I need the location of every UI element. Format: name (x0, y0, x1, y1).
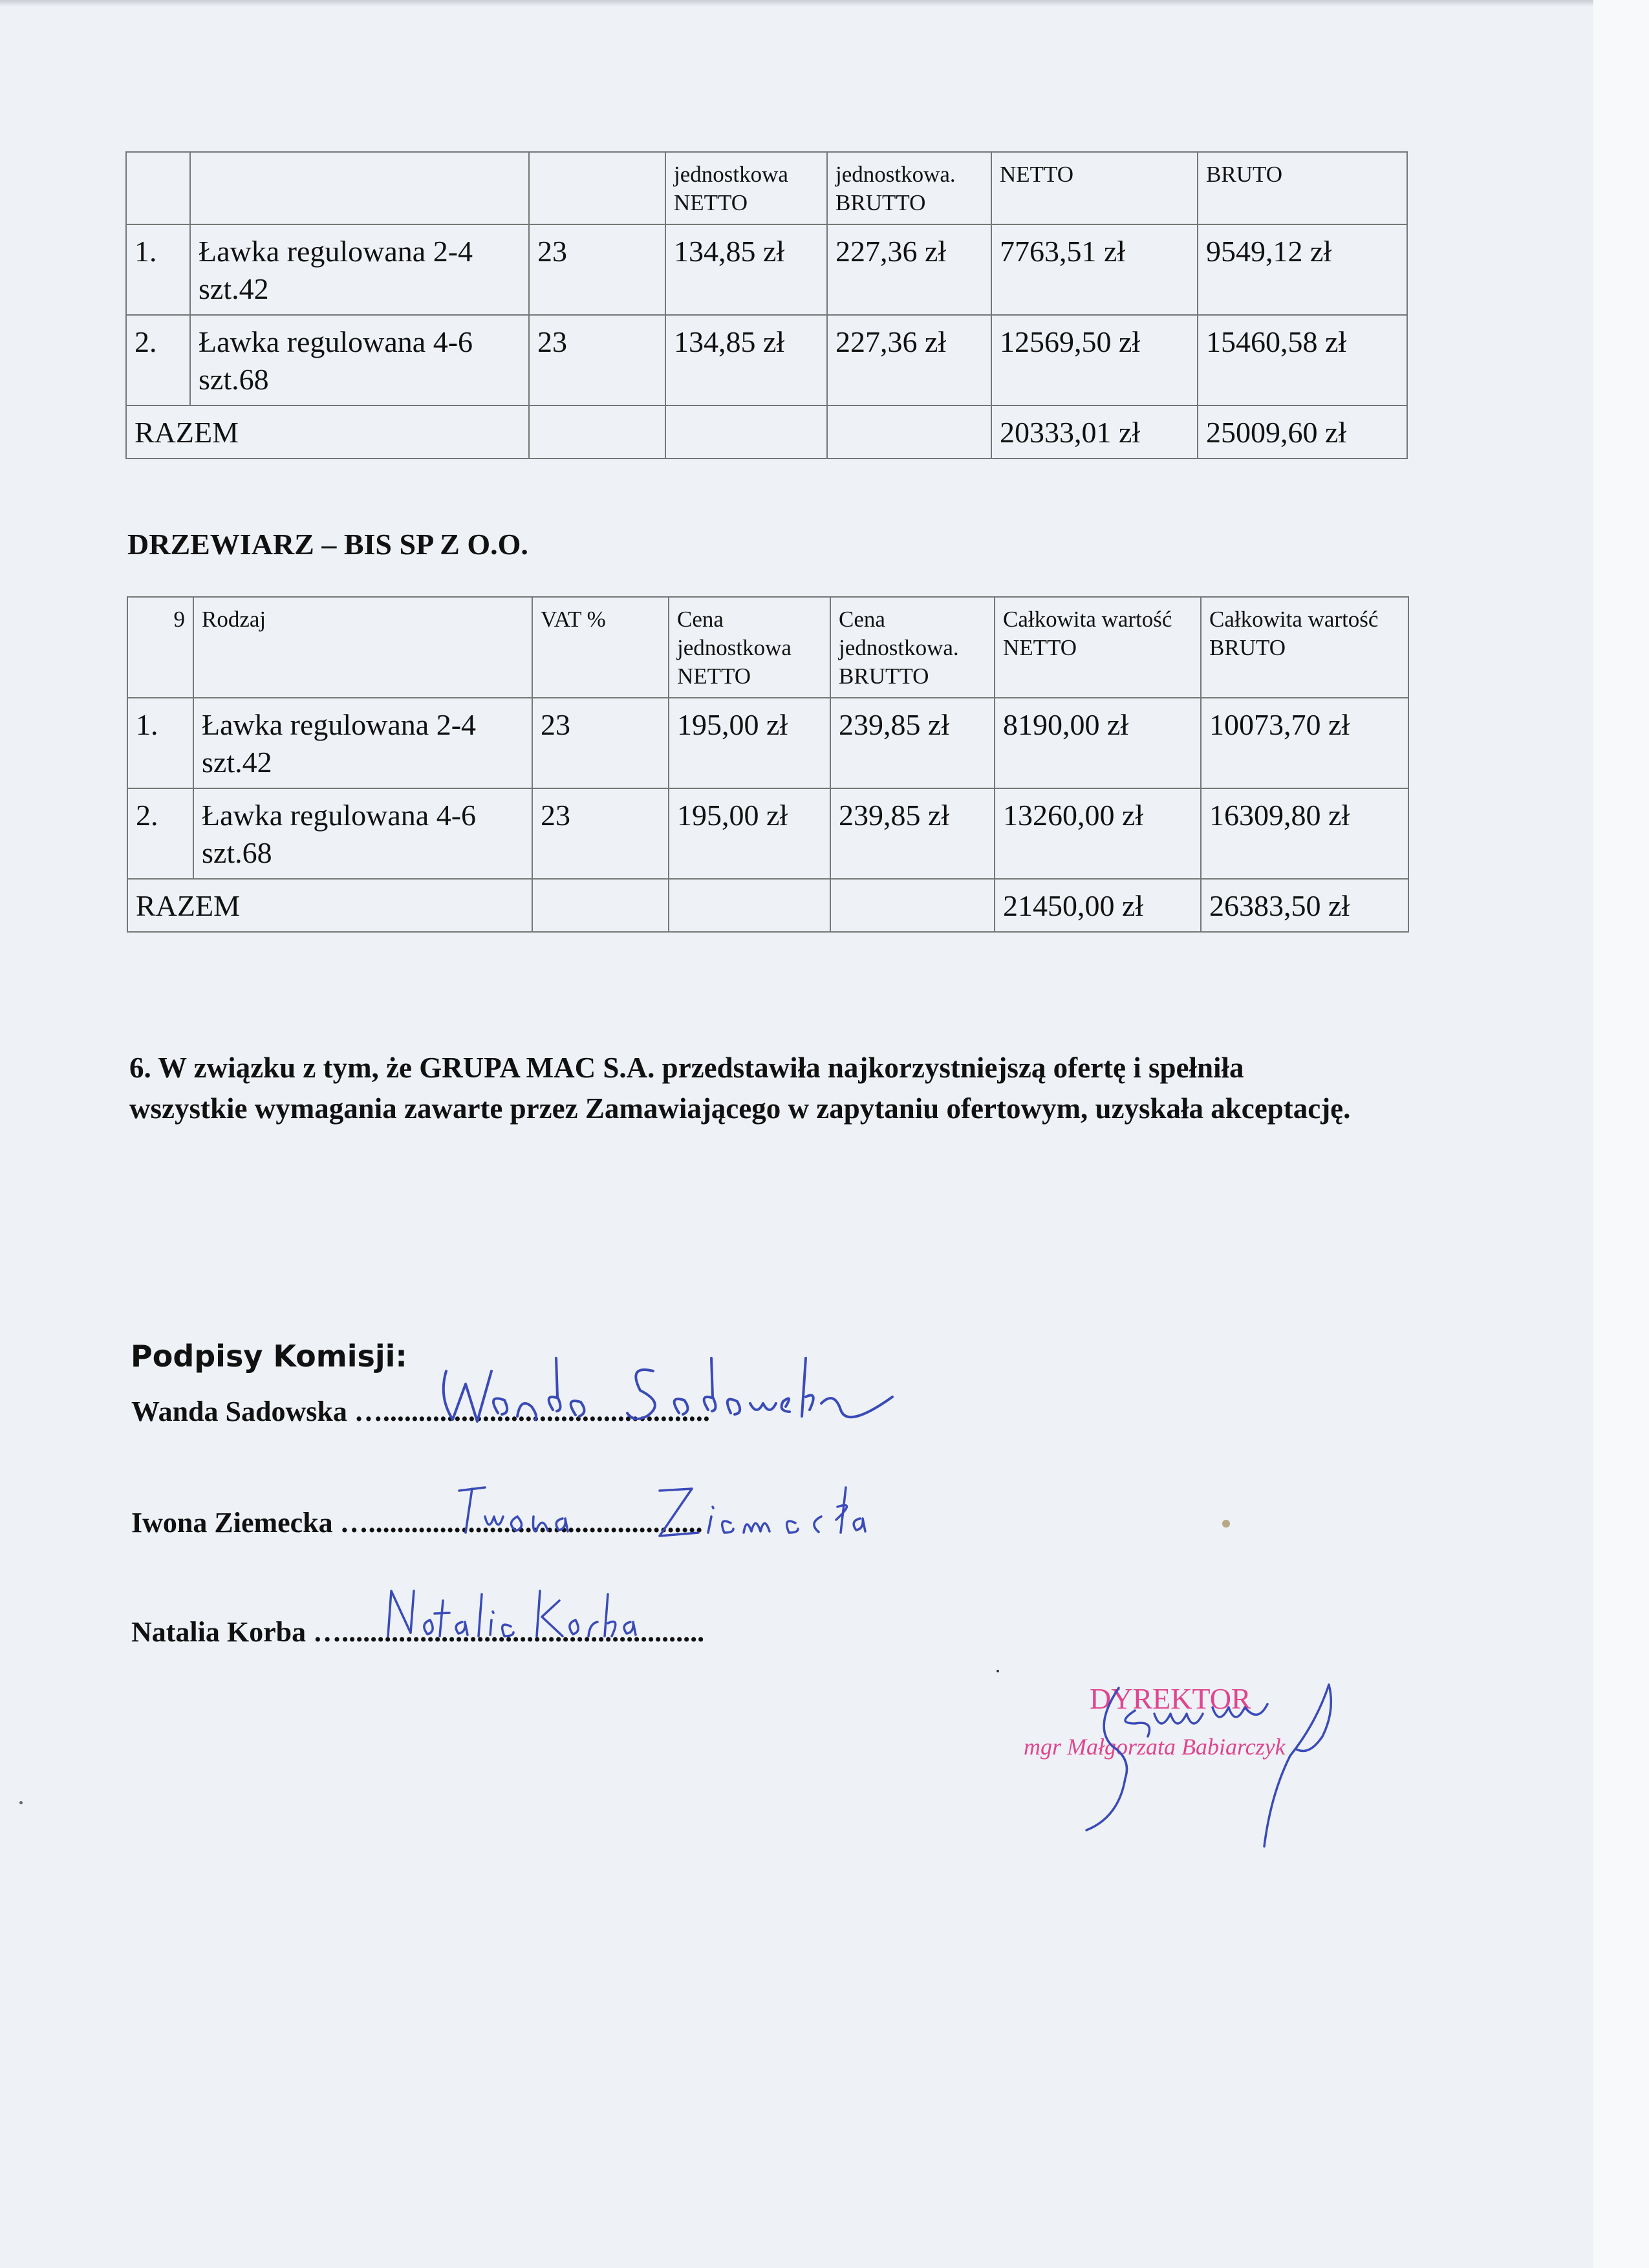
vat-rate: 23 (529, 224, 665, 315)
table-header-row (127, 597, 1408, 698)
handwritten-signature-wanda (420, 1345, 925, 1436)
signatures-heading: Podpisy Komisji: (131, 1339, 407, 1374)
item-name: Ławka regulowana 2-4 szt.42 (190, 224, 529, 315)
total-brutto: 9549,12 zł (1198, 224, 1407, 315)
vat-rate: 23 (529, 315, 665, 405)
total-label: RAZEM (126, 405, 529, 459)
table-row (126, 315, 1407, 405)
sum-brutto: 26383,50 zł (1201, 879, 1408, 932)
scan-speck (19, 1801, 23, 1804)
empty-cell (827, 405, 991, 459)
scan-speck (1222, 1520, 1230, 1528)
row-number: 2. (127, 788, 193, 879)
signature-dots: …............................................... (339, 1507, 703, 1539)
page-top-edge (0, 0, 1649, 6)
item-name: Ławka regulowana 2-4 szt.42 (193, 698, 532, 788)
director-signature (1018, 1675, 1355, 1869)
row-number: 2. (126, 315, 190, 405)
table-row (126, 224, 1407, 315)
total-brutto: 16309,80 zł (1201, 788, 1408, 879)
vat-rate: 23 (532, 698, 669, 788)
header-cell (126, 152, 190, 224)
header-cell: Cena jednostkowa. BRUTTO (830, 597, 995, 698)
header-cell: Cena jednostkowa NETTO (669, 597, 830, 698)
signature-dots: ….............................................. (354, 1396, 710, 1427)
header-cell: Całkowita wartość NETTO (995, 597, 1201, 698)
offer-table-2 (127, 596, 1409, 933)
table-total-row (127, 879, 1408, 932)
empty-cell (669, 879, 830, 932)
vat-rate: 23 (532, 788, 669, 879)
sum-netto: 20333,01 zł (991, 405, 1198, 459)
empty-cell (529, 405, 665, 459)
table-row (127, 788, 1408, 879)
sum-netto: 21450,00 zł (995, 879, 1201, 932)
conclusion-paragraph: 6. W związku z tym, że GRUPA MAC S.A. przedstawiła najkorzystniejszą ofertę i spełniła wszystkie wymagania zawarte przez Zamawiającego w zapytaniu ofertowym, uzyskała akceptację. (129, 1052, 1351, 1125)
header-cell: NETTO (991, 152, 1198, 224)
total-label: RAZEM (127, 879, 532, 932)
stamp-name: mgr Małgorzata Babiarczyk (1024, 1734, 1286, 1760)
stamp-title: DYREKTOR (1090, 1682, 1251, 1715)
table-header-row (126, 152, 1407, 224)
empty-cell (665, 405, 827, 459)
item-name: Ławka regulowana 4-6 szt.68 (193, 788, 532, 879)
header-cell: Rodzaj (193, 597, 532, 698)
empty-cell (532, 879, 669, 932)
page-right-edge (1593, 0, 1649, 2268)
unit-netto: 195,00 zł (669, 698, 830, 788)
header-cell: jednostkowa. BRUTTO (827, 152, 991, 224)
total-brutto: 10073,70 zł (1201, 698, 1408, 788)
signer-name: Natalia Korba (131, 1616, 307, 1648)
handwritten-signature-iwona (446, 1481, 886, 1546)
row-number: 1. (127, 698, 193, 788)
header-cell (190, 152, 529, 224)
company-heading: DRZEWIARZ – BIS SP Z O.O. (127, 528, 528, 561)
header-cell: jednostkowa NETTO (665, 152, 827, 224)
row-number: 1. (126, 224, 190, 315)
unit-brutto: 227,36 zł (827, 224, 991, 315)
header-cell: BRUTO (1198, 152, 1407, 224)
total-netto: 13260,00 zł (995, 788, 1201, 879)
header-cell: VAT % (532, 597, 669, 698)
unit-brutto: 239,85 zł (830, 788, 995, 879)
offer-table-1 (125, 151, 1408, 459)
table-row (127, 698, 1408, 788)
scan-speck (997, 1670, 999, 1672)
unit-brutto: 239,85 zł (830, 698, 995, 788)
header-cell: 9 (127, 597, 193, 698)
signer-name: Wanda Sadowska (131, 1396, 347, 1427)
total-netto: 7763,51 zł (991, 224, 1198, 315)
signature-dots: …................................................... (313, 1616, 705, 1648)
header-cell: Całkowita wartość BRUTO (1201, 597, 1408, 698)
director-stamp (1018, 1675, 1355, 1869)
unit-netto: 195,00 zł (669, 788, 830, 879)
item-name: Ławka regulowana 4-6 szt.68 (190, 315, 529, 405)
total-netto: 8190,00 zł (995, 698, 1201, 788)
unit-netto: 134,85 zł (665, 315, 827, 405)
sum-brutto: 25009,60 zł (1198, 405, 1407, 459)
table-total-row (126, 405, 1407, 459)
unit-brutto: 227,36 zł (827, 315, 991, 405)
header-cell (529, 152, 665, 224)
unit-netto: 134,85 zł (665, 224, 827, 315)
total-brutto: 15460,58 zł (1198, 315, 1407, 405)
total-netto: 12569,50 zł (991, 315, 1198, 405)
signer-name: Iwona Ziemecka (131, 1507, 333, 1539)
empty-cell (830, 879, 995, 932)
handwritten-signature-natalia (382, 1584, 653, 1643)
